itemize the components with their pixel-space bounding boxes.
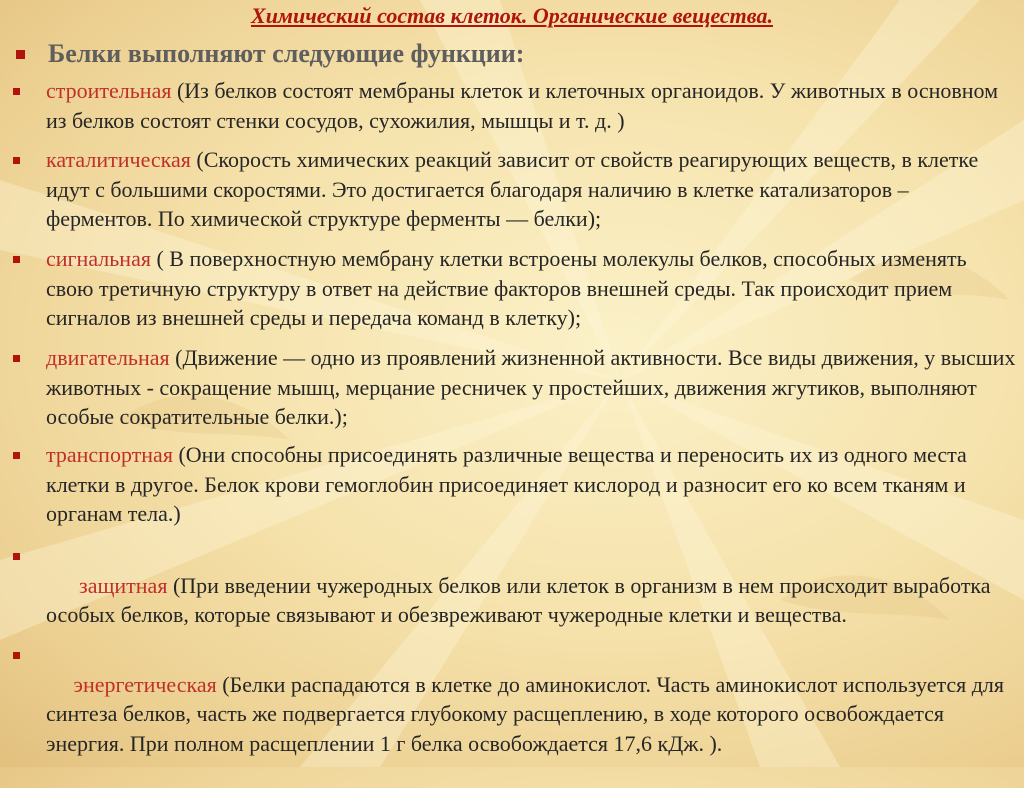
list-item <box>46 343 1016 432</box>
function-description: (Из белков состоят мембраны клеток и клеточных органоидов. У животных в основном из белков состоят стенки сосудов, сухожилия, мышцы и т. д. ) <box>46 78 999 133</box>
function-term: энергетическая <box>68 671 217 697</box>
function-term: строительная <box>46 78 172 103</box>
function-description: (Движение — одно из проявлений жизненной активности. Все виды движения, у высших животных - сокращение мышц, мерцание ресничек у простейших, движения жгутиков, выполняют особые сократительные белки.); <box>46 345 1016 429</box>
function-description: (Белки распадаются в клетке до аминокислот. Часть аминокислот используется для синтеза белков, часть же подвергается глубокому расщеплению, в ходе которого освобождается энергия. При полном расщеплении 1 г белка освобождается 17,6 кДж. ). <box>46 671 1010 756</box>
square-bullet-icon <box>13 553 20 560</box>
slide-title: Химический состав клеток. Органические вещества. <box>251 3 773 28</box>
function-term: защитная <box>68 572 168 598</box>
subtitle: Белки выполняют следующие функции: <box>48 39 525 68</box>
function-term: транспортная <box>46 442 173 467</box>
square-bullet-icon <box>13 88 20 95</box>
function-description: ( В поверхностную мембрану клетки встроены молекулы белков, способных изменять свою третичную структуру в ответ на действие факторов внешней среды. Так происходит прием сигналов из внешней среды и передача команд в клетку); <box>46 246 967 330</box>
square-bullet-icon <box>13 452 20 459</box>
function-term: сигнальная <box>46 246 151 271</box>
function-description: (При введении чужеродных белков или клеток в организм в нем происходит выработка особых белков, которые связывают и обезвреживают чужеродные клетки и вещества. <box>46 572 997 627</box>
square-bullet-icon <box>16 50 25 59</box>
list-item <box>46 244 1016 333</box>
function-term: каталитическая <box>46 147 191 172</box>
square-bullet-icon <box>13 652 20 659</box>
list-item <box>46 440 1016 529</box>
square-bullet-icon <box>13 355 20 362</box>
list-item <box>46 640 1016 788</box>
list-item <box>46 76 1016 135</box>
function-term: двигательная <box>46 345 170 370</box>
function-description: (Они способны присоединять различные вещества и переносить их из одного места клетки в другое. Белок крови гемоглобин присоединяет кислород и разносит его ко всем тканям и органам тела.) <box>46 442 967 526</box>
list-item <box>46 145 1016 234</box>
function-description: (Скорость химических реакций зависит от свойств реагирующих веществ, в клетке идут с большими скоростями. Это достигается благодаря наличию в клетке катализаторов – ферментов. По химической структуре ферменты — белки); <box>46 147 979 231</box>
square-bullet-icon <box>13 256 20 263</box>
square-bullet-icon <box>13 157 20 164</box>
